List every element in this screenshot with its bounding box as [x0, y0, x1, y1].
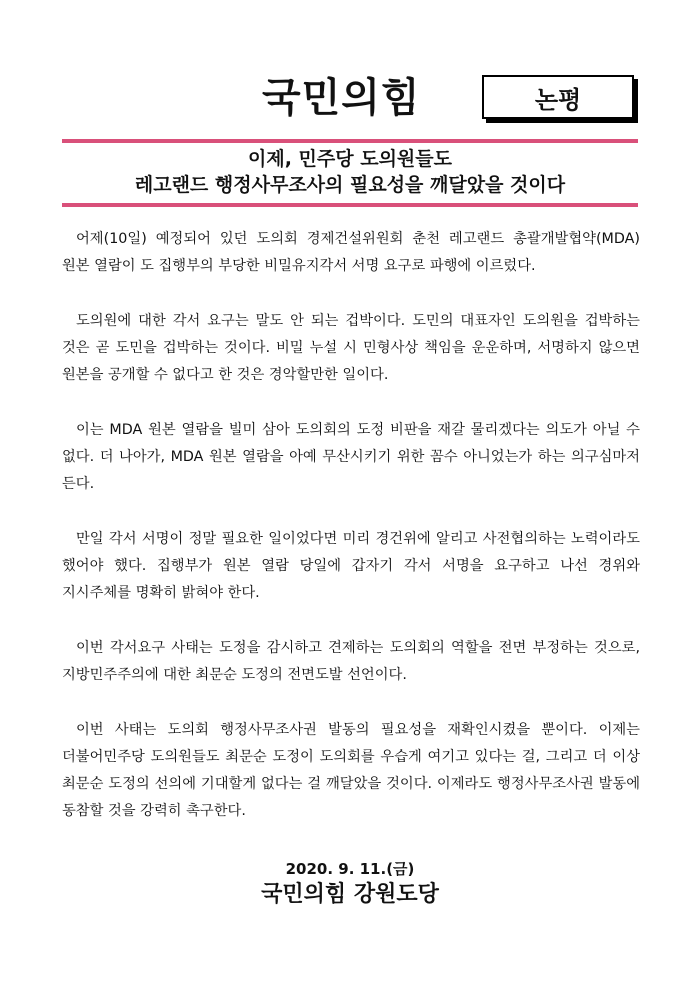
paragraph-4: 만일 각서 서명이 정말 필요한 일이었다면 미리 경건위에 알리고 사전협의하는 노력이라도 했어야 했다. 집행부가 원본 열람 당일에 갑자기 각서 서명을 요구하고 나선 경위와 지시주체를 명확히 밝혀야 한다. [62, 531, 640, 601]
headline-line-2: 레고랜드 행정사무조사의 필요성을 깨달았을 것이다 [134, 174, 566, 196]
signature: 국민의힘 강원도당 [261, 882, 439, 907]
paragraph-5: 이번 각서요구 사태는 도정을 감시하고 견제하는 도의회의 역할을 전면 부정하는 것으로, 지방민주주의에 대한 최문순 도정의 전면도발 선언이다. [62, 640, 640, 683]
headline [62, 146, 638, 198]
headline-line-1: 이제, 민주당 도의원들도 [248, 148, 452, 170]
paragraph-1: 어제(10일) 예정되어 있던 도의회 경제건설위원회 춘천 레고랜드 총괄개발협약(MDA) 원본 열람이 도 집행부의 부당한 비밀유지각서 서명 요구로 파행에 이르렀다. [62, 231, 640, 274]
paragraph-3: 이는 MDA 원본 열람을 빌미 삼아 도의회의 도정 비판을 재갈 물리겠다는 의도가 아닐 수 없다. 더 나아가, MDA 원본 열람을 아예 무산시키기 위한 꼼수 아니었는가 하는 의구심마저 든다. [62, 422, 640, 492]
issue-date: 2020. 9. 11.(금) [285, 860, 415, 878]
headline-top-rule [62, 139, 638, 143]
headline-bottom-rule [62, 203, 638, 207]
doc-type-label: 논평 [482, 75, 634, 119]
party-name: 국민의힘 [262, 75, 421, 121]
paragraph-2: 도의원에 대한 각서 요구는 말도 안 되는 겁박이다. 도민의 대표자인 도의원을 겁박하는 것은 곧 도민을 겁박하는 것이다. 비밀 누설 시 민형사상 책임을 운운하며, 서명하지 않으면 원본을 공개할 수 없다고 한 것은 경악할만한 일이다. [62, 313, 640, 383]
paragraph-6: 이번 사태는 도의회 행정사무조사권 발동의 필요성을 재확인시켰을 뿐이다. 이제는 더불어민주당 도의원들도 최문순 도정이 도의회를 우습게 여기고 있다는 걸, 그리고 더 이상 최문순 도정의 선의에 기대할게 없다는 걸 깨달았을 것이다. 이제라도 행정사무조사권 발동에 동참할 것을 강력히 촉구한다. [62, 722, 640, 819]
body-text [62, 226, 640, 853]
